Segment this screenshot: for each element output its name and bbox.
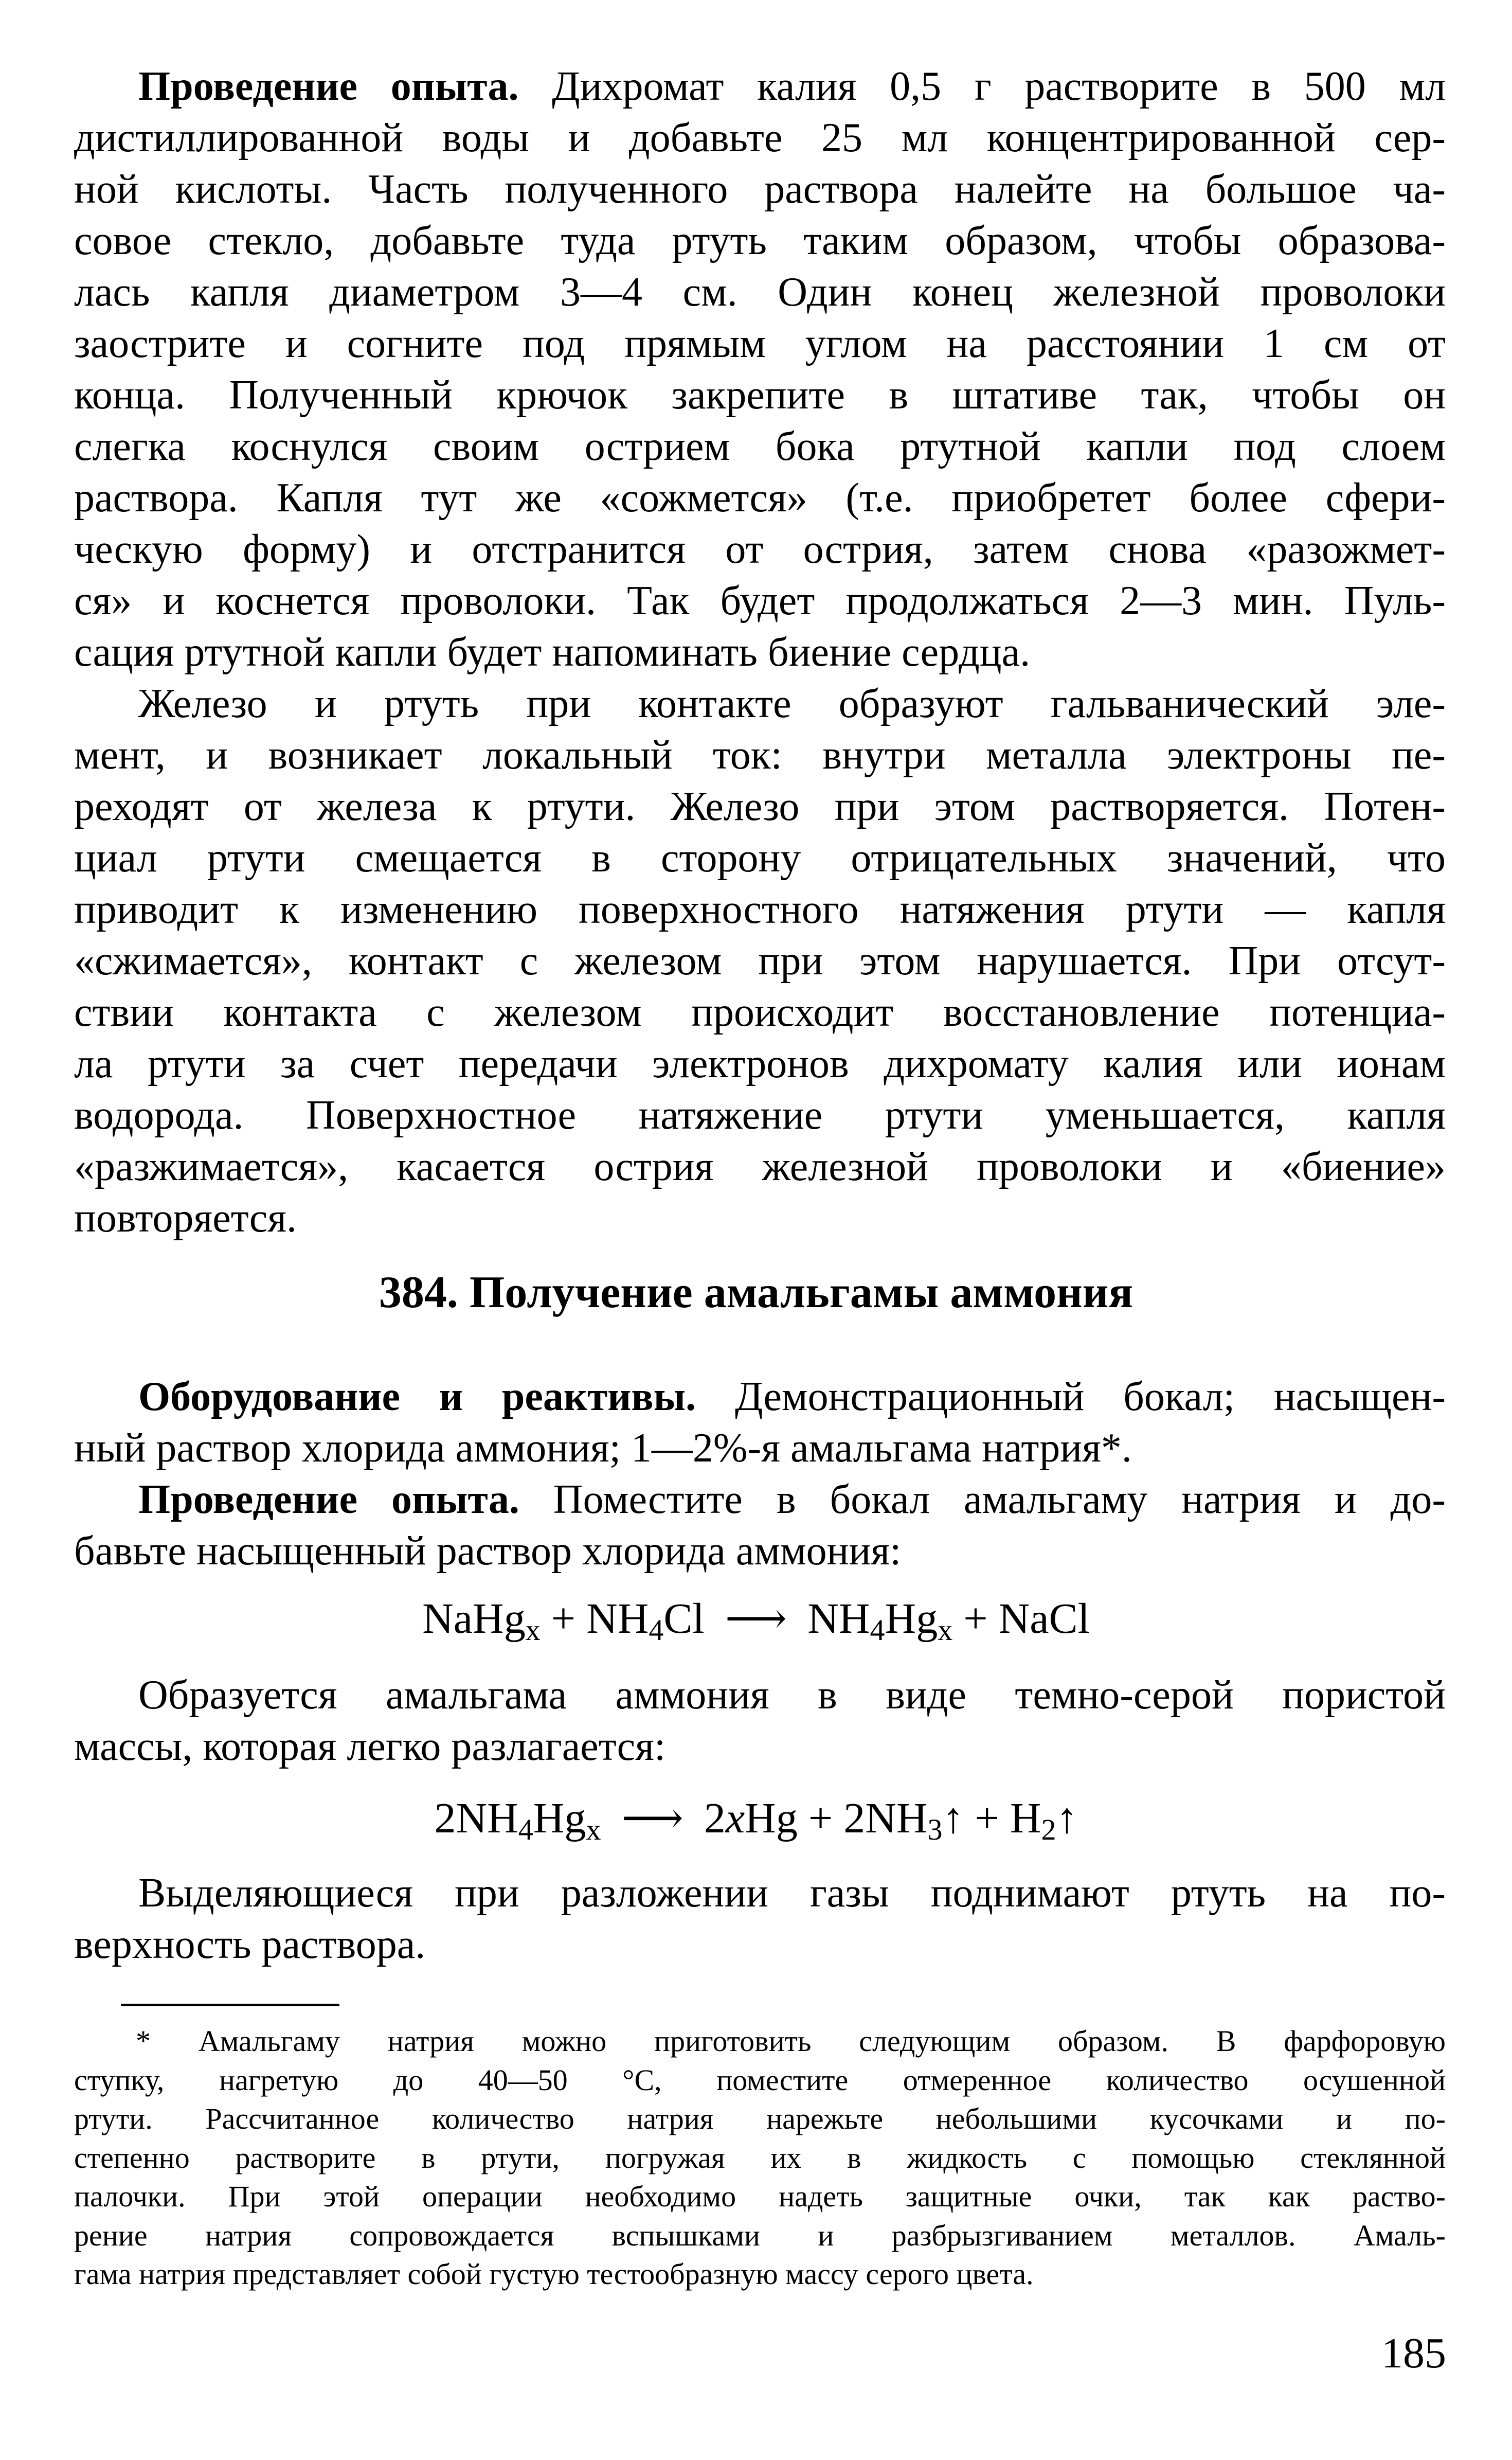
reaction-arrow-icon: ⟶: [725, 1595, 787, 1643]
footnote-line: рение натрия сопровождается вспышками и разбрызгиванием металлов. Амаль-: [74, 2218, 1446, 2252]
subscript: x: [586, 1813, 601, 1846]
text-line: совое стекло, добавьте туда ртуть таким образом, чтобы образова-: [74, 218, 1446, 263]
text-line: раствора. Капля тут же «сожмется» (т.е. приобретет более сфери-: [74, 475, 1446, 521]
text-line: «сжимается», контакт с железом при этом нарушается. При отсут-: [74, 938, 1446, 984]
text-line: водорода. Поверхностное натяжение ртути уменьшается, капля: [74, 1093, 1446, 1138]
text-line: слегка коснулся своим острием бока ртутной капли под слоем: [74, 424, 1446, 469]
subscript: 4: [649, 1613, 664, 1647]
footnote-line: степенно растворите в ртути, погружая их в жидкость с помощью стеклянной: [74, 2141, 1446, 2174]
paragraph-explanation: [74, 678, 1446, 1244]
text-line: конца. Полученный крючок закрепите в штативе так, чтобы он: [74, 372, 1446, 418]
section-heading: 384. Получение амальгамы аммония: [379, 1268, 1133, 1317]
text-run: Поместите в бокал амальгаму натрия и до-: [519, 1477, 1446, 1522]
reaction-arrow-icon: ⟶: [621, 1794, 683, 1842]
text-line: лась капля диаметром 3—4 см. Один конец железной проволоки: [74, 270, 1446, 315]
text-line: приводит к изменению поверхностного натяжения ртути — капля: [74, 887, 1446, 932]
equation-reactants: [422, 1595, 705, 1647]
text-run: Дихромат калия 0,5 г растворите в 500 мл: [518, 64, 1446, 109]
footnote-divider: [121, 2004, 339, 2006]
paragraph-conclusion: [74, 1867, 1446, 1970]
footnote-line: ртути. Рассчитанное количество натрия нарежьте небольшими кусочками и по-: [74, 2102, 1446, 2135]
text-line: [74, 1474, 1446, 1525]
text-run: Демонстрационный бокал; насыщен-: [696, 1374, 1446, 1419]
page-number: 185: [1381, 2329, 1446, 2377]
text-line: повторяется.: [74, 1196, 297, 1241]
paragraph-experiment-procedure: [74, 61, 1446, 678]
text-line: Железо и ртуть при контакте образуют гальванический эле-: [138, 681, 1446, 726]
run-in-heading: Оборудование и реактивы.: [138, 1374, 696, 1419]
formula-part: ↑ + H: [942, 1794, 1041, 1842]
subscript: x: [525, 1613, 541, 1647]
text-line: циал ртути смещается в сторону отрицательных значений, что: [74, 835, 1446, 881]
text-line: сация ртутной капли будет напоминать биение сердца.: [74, 630, 1031, 675]
formula-part: Hg: [533, 1794, 586, 1842]
text-line: ный раствор хлорида аммония; 1—2%-я амальгама натрия*.: [74, 1425, 1132, 1471]
text-line: верхность раствора.: [74, 1922, 426, 1967]
text-line: «разжимается», касается острия железной проволоки и «биение»: [74, 1144, 1446, 1189]
formula-part: Hg + 2NH: [745, 1794, 928, 1842]
text-line: Выделяющиеся при разложении газы поднимают ртуть на по-: [138, 1870, 1446, 1916]
paragraph-procedure: [74, 1474, 1446, 1577]
text-line: бавьте насыщенный раствор хлорида аммония:: [74, 1528, 902, 1574]
footnote-line: гама натрия представляет собой густую тестообразную массу серого цвета.: [74, 2257, 1034, 2291]
formula-variable: x: [725, 1794, 745, 1842]
footnote-line: * Амальгаму натрия можно приготовить следующим образом. В фарфоровую: [136, 2024, 1446, 2058]
equation-products: [807, 1595, 1090, 1647]
text-line: ческую форму) и отстранится от острия, затем снова «разожмет-: [74, 527, 1446, 572]
text-line: ся» и коснется проволоки. Так будет продолжаться 2—3 мин. Пуль-: [74, 578, 1446, 623]
footnote-line: палочки. При этой операции необходимо надеть защитные очки, так как раство-: [74, 2180, 1446, 2213]
text-line: мент, и возникает локальный ток: внутри металла электроны пе-: [74, 733, 1446, 778]
subscript: 3: [927, 1813, 943, 1846]
text-line: [74, 1371, 1446, 1422]
text-line: [74, 61, 1446, 112]
footnote-line: ступку, нагретую до 40—50 °С, поместите отмеренное количество осушенной: [74, 2063, 1446, 2097]
text-line: ствии контакта с железом происходит восстановление потенциа-: [74, 990, 1446, 1035]
subscript: 4: [870, 1613, 885, 1647]
text-line: ной кислоты. Часть полученного раствора налейте на большое ча-: [74, 167, 1446, 212]
run-in-heading: Проведение опыта.: [138, 64, 519, 109]
formula-part: NaHg: [422, 1595, 526, 1643]
run-in-heading: Проведение опыта.: [138, 1477, 519, 1522]
formula-part: Hg: [885, 1595, 938, 1643]
text-line: Образуется амальгама аммония в виде темно-серой пористой: [138, 1672, 1446, 1718]
subscript: 2: [1041, 1813, 1056, 1846]
paragraph-result: [74, 1669, 1446, 1772]
chemical-equation-1: [0, 1591, 1512, 1647]
text-line: реходят от железа к ртути. Железо при этом растворяется. Потен-: [74, 784, 1446, 829]
formula-part: 2NH: [434, 1794, 518, 1842]
equation-products: [704, 1794, 1078, 1846]
subscript: 4: [518, 1813, 533, 1846]
formula-part: NH: [807, 1595, 870, 1643]
gas-arrow-icon: ↑: [1056, 1794, 1078, 1842]
paragraph-equipment: [74, 1371, 1446, 1474]
formula-part: + NaCl: [952, 1595, 1090, 1643]
text-line: заострите и согните под прямым углом на расстоянии 1 см от: [74, 321, 1446, 366]
text-line: ла ртути за счет передачи электронов дихромату калия или ионам: [74, 1041, 1446, 1086]
footnote: [74, 2022, 1446, 2294]
formula-part: Cl: [663, 1595, 705, 1643]
text-line: массы, которая легко разлагается:: [74, 1724, 666, 1769]
equation-reactants: [434, 1794, 601, 1846]
formula-part: 2: [704, 1794, 726, 1842]
chemical-equation-2: [0, 1790, 1512, 1847]
subscript: x: [938, 1613, 953, 1647]
text-line: дистиллированной воды и добавьте 25 мл концентрированной сер-: [74, 115, 1446, 161]
formula-part: + NH: [540, 1595, 649, 1643]
